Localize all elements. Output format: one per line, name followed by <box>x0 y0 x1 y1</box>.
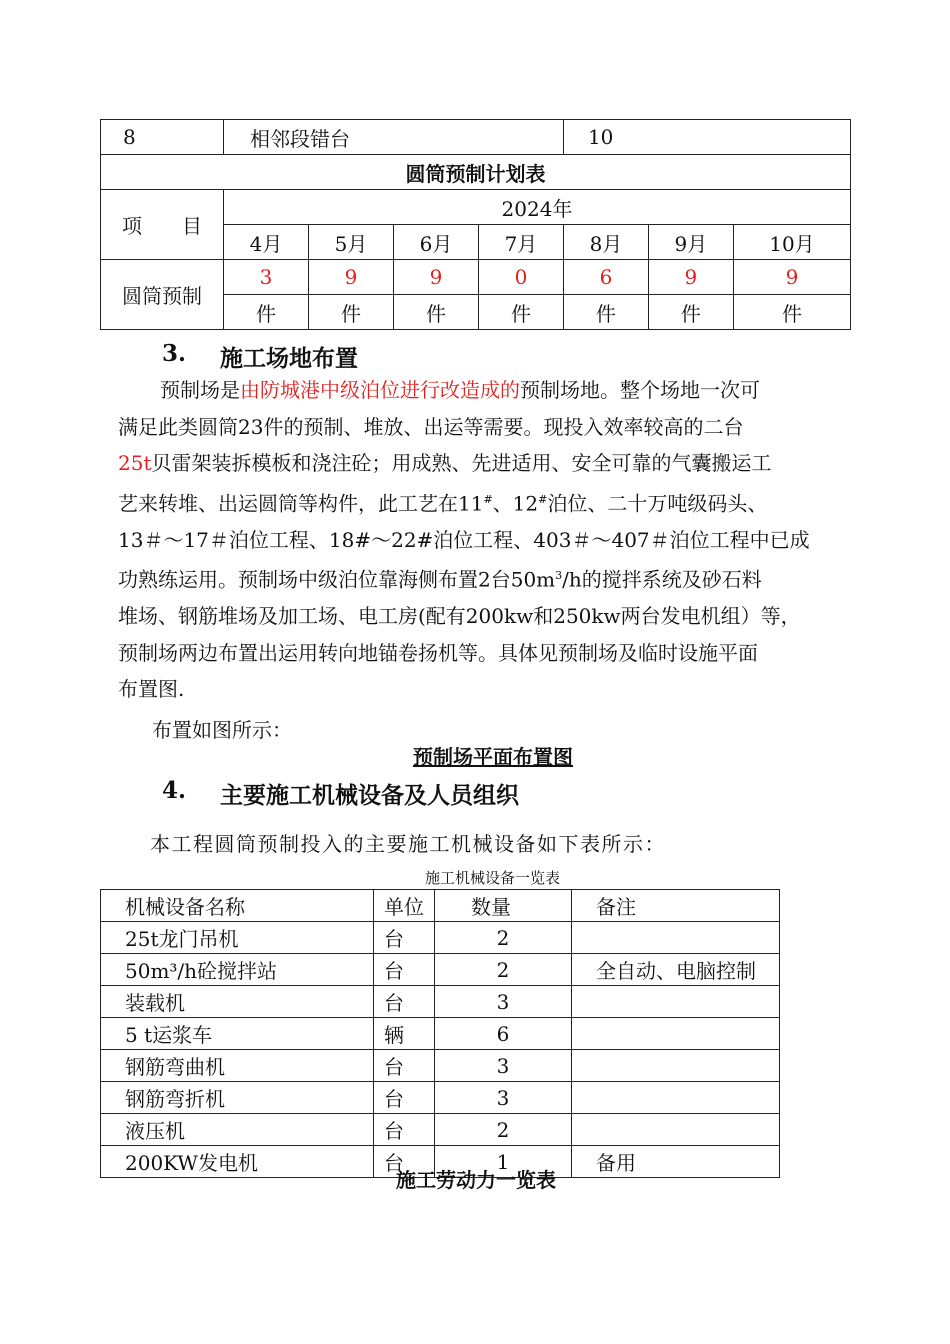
row-name: 相邻段错台 <box>224 120 564 155</box>
value-cell: 0 <box>478 260 563 295</box>
month-cell: 8月 <box>563 225 648 260</box>
para-sup: # <box>483 492 493 506</box>
previous-table-row <box>101 120 851 155</box>
equip-qty: 1 <box>435 1146 572 1178</box>
para-line <box>118 522 878 559</box>
para-sup: 3 <box>555 569 563 583</box>
layout-note: 布置如图所示： <box>152 718 292 742</box>
equip-note <box>572 922 780 954</box>
equip-unit: 辆 <box>374 1018 435 1050</box>
para-line <box>118 671 878 708</box>
section3-title: 施工场地布置 <box>220 345 358 372</box>
value-cell: 6 <box>563 260 648 295</box>
section4-intro: 本工程圆筒预制投入的主要施工机械设备如下表所示： <box>150 832 666 856</box>
unit-cell: 件 <box>393 295 478 330</box>
unit-cell: 件 <box>224 295 309 330</box>
plan-title-row <box>101 155 851 190</box>
unit-cell: 件 <box>478 295 563 330</box>
para-text: 13＃～17＃泊位工程、18#～22#泊位工程、403＃～407＃泊位工程中已成 <box>118 527 810 552</box>
unit-cell: 件 <box>563 295 648 330</box>
table-row <box>101 954 780 986</box>
para-text: /h的搅拌系统及砂石料 <box>562 567 762 592</box>
value-cell: 3 <box>224 260 309 295</box>
equip-unit: 台 <box>374 1050 435 1082</box>
para-highlight: 25t <box>118 451 152 475</box>
equip-unit: 台 <box>374 922 435 954</box>
table-row <box>101 922 780 954</box>
equip-name: 25t龙门吊机 <box>101 922 374 954</box>
equip-name: 液压机 <box>101 1114 374 1146</box>
plan-table <box>100 119 851 330</box>
equipment-header-row <box>101 890 780 922</box>
para-line <box>118 558 878 598</box>
para-text: 泊位、二十万吨级码头、 <box>547 491 768 516</box>
month-cell: 7月 <box>478 225 563 260</box>
equip-qty: 3 <box>435 986 572 1018</box>
equip-note <box>572 986 780 1018</box>
para-text: 布置图. <box>118 677 185 702</box>
table-row <box>101 986 780 1018</box>
section3-paragraph <box>118 372 878 708</box>
equip-qty: 2 <box>435 1114 572 1146</box>
para-text: 满足此类圆筒23件的预制、堆放、出运等需要。现投入效率较高的二台 <box>118 414 744 439</box>
equip-note <box>572 1018 780 1050</box>
para-line <box>118 445 878 482</box>
equip-unit: 台 <box>374 1082 435 1114</box>
table-row <box>101 1114 780 1146</box>
equip-qty: 2 <box>435 954 572 986</box>
equip-name: 5 t运浆车 <box>101 1018 374 1050</box>
table-row <box>101 1018 780 1050</box>
equip-unit: 台 <box>374 954 435 986</box>
equip-name: 钢筋弯折机 <box>101 1082 374 1114</box>
para-text: 预制场地。整个场地一次可 <box>520 378 760 402</box>
plan-table-title: 圆筒预制计划表 <box>101 155 851 190</box>
header-unit: 单位 <box>374 890 435 922</box>
para-text: 预制场是 <box>160 378 240 402</box>
value-cell: 9 <box>733 260 850 295</box>
equip-unit: 台 <box>374 1146 435 1178</box>
row-value: 10 <box>563 120 850 155</box>
para-highlight: 由防城港中级泊位进行改造成的 <box>240 378 520 402</box>
row-number: 8 <box>101 120 224 155</box>
equip-name: 钢筋弯曲机 <box>101 1050 374 1082</box>
table-row <box>101 1082 780 1114</box>
equip-note <box>572 1082 780 1114</box>
section4-title: 主要施工机械设备及人员组织 <box>220 782 519 809</box>
para-line <box>118 598 878 635</box>
section4-number: 4. <box>162 777 187 804</box>
para-text: 堆场、钢筋堆场及加工场、电工房(配有200kw和250kw两台发电机组）等， <box>118 604 801 629</box>
para-line <box>118 635 878 672</box>
value-cell: 9 <box>648 260 733 295</box>
header-qty: 数量 <box>435 890 572 922</box>
month-cell: 6月 <box>393 225 478 260</box>
labor-table-title: 施工劳动力一览表 <box>396 1168 556 1192</box>
value-cell: 9 <box>393 260 478 295</box>
year-row <box>101 190 851 225</box>
para-line <box>118 372 878 409</box>
figure-title: 预制场平面布置图 <box>413 745 573 769</box>
month-cell: 10月 <box>733 225 850 260</box>
equip-qty: 3 <box>435 1050 572 1082</box>
para-text: 贝雷架装拆模板和浇注砼；用成熟、先进适用、安全可靠的气囊搬运工 <box>151 451 772 475</box>
month-cell: 4月 <box>224 225 309 260</box>
header-note: 备注 <box>572 890 780 922</box>
para-text: 功熟练运用。预制场中级泊位靠海侧布置2台50m <box>118 567 556 592</box>
equip-name <box>101 954 374 986</box>
value-cell: 9 <box>308 260 393 295</box>
month-cell: 5月 <box>308 225 393 260</box>
row-label: 圆筒预制 <box>101 260 224 330</box>
equip-note <box>572 1050 780 1082</box>
equip-name: 200KW发电机 <box>101 1146 374 1178</box>
section3-number: 3. <box>162 340 187 367</box>
para-text: 艺来转堆、出运圆筒等构件，此工艺在11 <box>118 491 484 516</box>
para-text: 预制场两边布置出运用转向地锚卷扬机等。具体见预制场及临时设施平面 <box>118 640 758 665</box>
item-label: 项 目 <box>101 190 224 260</box>
equipment-table <box>100 889 780 1178</box>
equipment-caption: 施工机械设备一览表 <box>425 869 561 887</box>
unit-cell: 件 <box>308 295 393 330</box>
equip-unit: 台 <box>374 986 435 1018</box>
table-row <box>101 1050 780 1082</box>
values-row <box>101 260 851 295</box>
year-label: 2024年 <box>224 190 851 225</box>
header-name: 机械设备名称 <box>101 890 374 922</box>
equip-name: 装载机 <box>101 986 374 1018</box>
equip-note: 全自动、电脑控制 <box>572 954 780 986</box>
unit-cell: 件 <box>733 295 850 330</box>
month-cell: 9月 <box>648 225 733 260</box>
equip-name-text: 50m³/h砼搅拌站 <box>125 959 278 983</box>
equip-note: 备用 <box>572 1146 780 1178</box>
equip-qty: 3 <box>435 1082 572 1114</box>
equip-qty: 2 <box>435 922 572 954</box>
unit-cell: 件 <box>648 295 733 330</box>
para-line <box>118 482 878 522</box>
equip-note <box>572 1114 780 1146</box>
equip-unit: 台 <box>374 1114 435 1146</box>
para-line <box>118 409 878 446</box>
para-text: 、12 <box>492 491 539 516</box>
para-sup: # <box>538 492 548 506</box>
equip-qty: 6 <box>435 1018 572 1050</box>
